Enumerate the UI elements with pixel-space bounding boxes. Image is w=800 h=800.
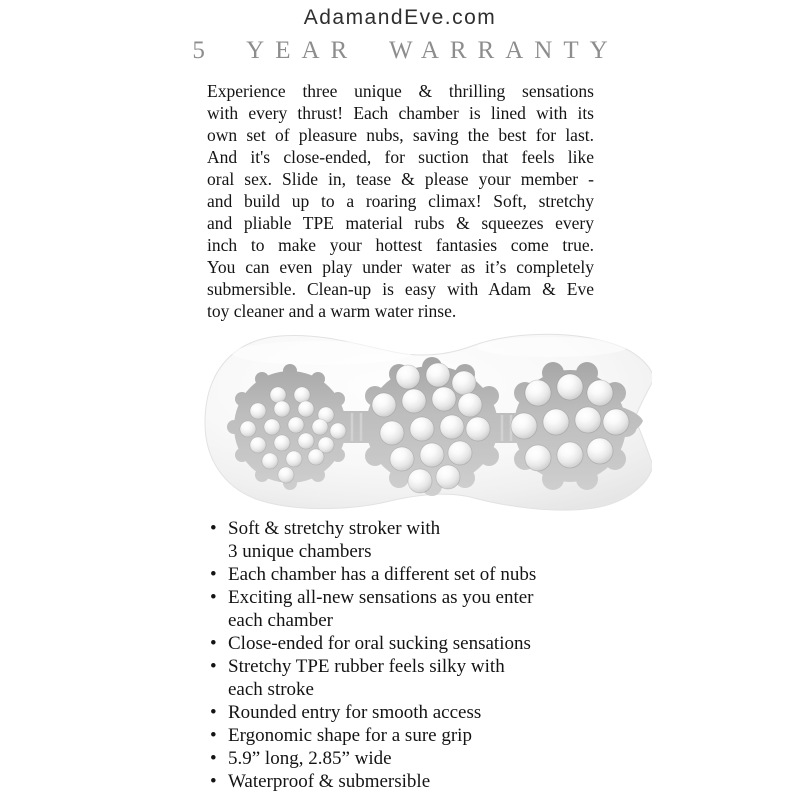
- paragraph-line: submersible. Clean-up is easy with Adam & Eve: [207, 279, 594, 299]
- list-item-text: Stretchy TPE rubber feels silky with each stroke: [228, 656, 505, 700]
- paragraph-line: oral sex. Slide in, tease & please your member -: [207, 169, 594, 189]
- list-item: [210, 724, 588, 747]
- list-item: [210, 747, 588, 770]
- product-illustration: [202, 327, 652, 517]
- bullet-icon: •: [210, 725, 217, 746]
- list-item-text: Close-ended for oral sucking sensations: [228, 633, 531, 654]
- paragraph-line: inch to make your hottest fantasies come true.: [207, 235, 594, 255]
- list-item: [210, 632, 588, 655]
- list-item-text: Rounded entry for smooth access: [228, 702, 482, 723]
- bullet-icon: •: [210, 633, 217, 654]
- list-item-text: Exciting all-new sensations as you enter each chamber: [228, 587, 534, 631]
- paragraph-line: own set of pleasure nubs, saving the best for last.: [207, 125, 594, 145]
- feature-list: [210, 517, 588, 793]
- list-item-text: Waterproof & submersible: [228, 771, 431, 792]
- list-item: [210, 517, 588, 563]
- site-title: AdamandEve.com: [303, 6, 497, 29]
- list-item-text: Soft & stretchy stroker with 3 unique chambers: [228, 518, 441, 562]
- bullet-icon: •: [210, 748, 217, 769]
- list-item: [210, 701, 588, 724]
- list-item: [210, 586, 588, 632]
- list-item-text: 5.9” long, 2.85” wide: [228, 748, 392, 769]
- list-item: [210, 655, 588, 701]
- bullet-icon: •: [210, 771, 217, 792]
- bullet-icon: •: [210, 656, 217, 677]
- body-highlight: [232, 341, 412, 365]
- paragraph-line: You can even play under water as it’s completely: [207, 257, 594, 277]
- paragraph-line: and pliable TPE material rubs & squeezes every: [207, 213, 594, 233]
- list-item: [210, 770, 588, 793]
- bullet-icon: •: [210, 587, 217, 608]
- product-description: [207, 80, 594, 322]
- paragraph-line: Experience three unique & thrilling sensations: [207, 81, 594, 101]
- list-item-text: Ergonomic shape for a sure grip: [228, 725, 472, 746]
- bullet-icon: •: [210, 564, 217, 585]
- warranty-heading: 5 YEAR WARRANTY: [192, 37, 619, 64]
- bullet-icon: •: [210, 518, 217, 539]
- paragraph-line: with every thrust! Each chamber is lined with its: [207, 103, 594, 123]
- paragraph-line: toy cleaner and a warm water rinse.: [207, 301, 457, 321]
- bullet-icon: •: [210, 702, 217, 723]
- stroker-cross-section-graphic: [202, 327, 652, 517]
- body-highlight: [477, 337, 627, 357]
- paragraph-line: And it's close-ended, for suction that feels like: [207, 147, 594, 167]
- paragraph-line: and build up to a roaring climax! Soft, stretchy: [207, 191, 594, 211]
- list-item-text: Each chamber has a different set of nubs: [228, 564, 537, 585]
- list-item: [210, 563, 588, 586]
